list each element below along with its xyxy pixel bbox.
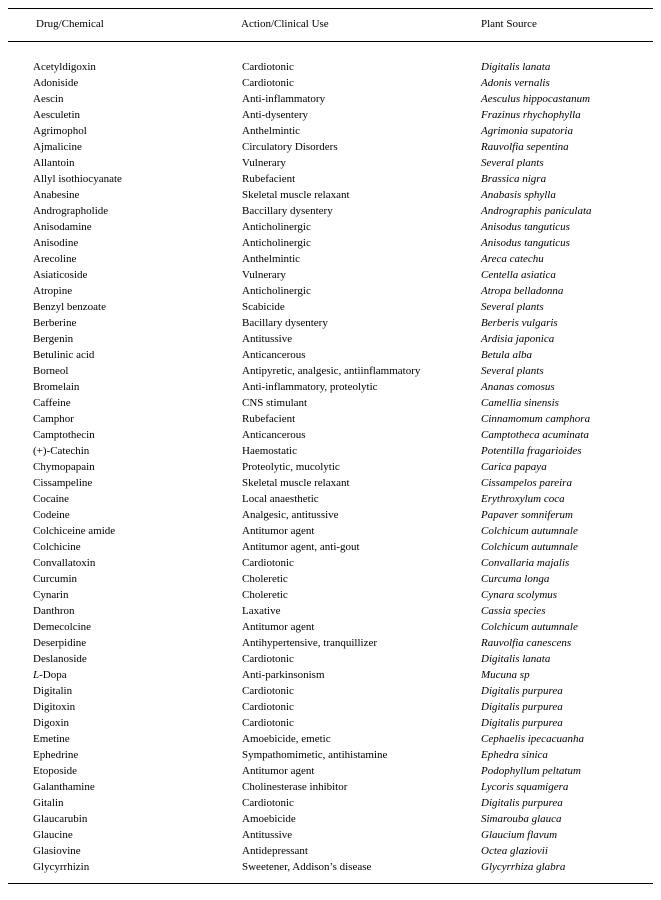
cell-plant-source: Rauvolfia canescens bbox=[481, 637, 572, 649]
cell-action-clinical-use: Amoebicide, emetic bbox=[242, 733, 331, 745]
cell-drug-chemical: Cissampeline bbox=[33, 477, 93, 489]
cell-drug-chemical: Convallatoxin bbox=[33, 557, 96, 569]
cell-plant-source: Glycyrrhiza glabra bbox=[481, 861, 566, 873]
table-row bbox=[0, 443, 661, 459]
cell-plant-source: Brassica nigra bbox=[481, 173, 547, 185]
cell-plant-source: Rauvolfia sepentina bbox=[481, 141, 569, 153]
table-row bbox=[0, 459, 661, 475]
cell-action-clinical-use: Rubefacient bbox=[242, 173, 296, 185]
cell-plant-source: Curcuma longa bbox=[481, 573, 550, 585]
table-bottom-rule bbox=[8, 883, 653, 884]
cell-action-clinical-use: Anti-inflammatory, proteolytic bbox=[242, 381, 378, 393]
table-row bbox=[0, 363, 661, 379]
cell-plant-source: Ardisia japonica bbox=[481, 333, 555, 345]
cell-drug-chemical: Ajmalicine bbox=[33, 141, 82, 153]
table-row bbox=[0, 763, 661, 779]
table-row bbox=[0, 235, 661, 251]
table-row bbox=[0, 747, 661, 763]
cell-action-clinical-use: Skeletal muscle relaxant bbox=[242, 477, 350, 489]
cell-drug-chemical: L-Dopa bbox=[33, 669, 67, 681]
cell-action-clinical-use: Cardiotonic bbox=[242, 797, 294, 809]
cell-plant-source: Centella asiatica bbox=[481, 269, 556, 281]
table-row bbox=[0, 139, 661, 155]
cell-drug-chemical: Atropine bbox=[33, 285, 73, 297]
cell-action-clinical-use: Cardiotonic bbox=[242, 701, 294, 713]
cell-drug-chemical: Andrographolide bbox=[33, 205, 109, 217]
cell-action-clinical-use: Antitumor agent bbox=[242, 621, 315, 633]
cell-drug-chemical: Digitalin bbox=[33, 685, 73, 697]
cell-plant-source: Podophyllum peltatum bbox=[481, 765, 581, 777]
table-row bbox=[0, 107, 661, 123]
cell-drug-chemical: Galanthamine bbox=[33, 781, 95, 793]
table-top-rule bbox=[8, 8, 653, 9]
cell-drug-chemical: Etoposide bbox=[33, 765, 77, 777]
table-body bbox=[0, 59, 661, 875]
cell-action-clinical-use: Baccillary dysentery bbox=[242, 205, 333, 217]
cell-plant-source: Ananas comosus bbox=[481, 381, 555, 393]
cell-plant-source: Several plants bbox=[481, 157, 544, 169]
table-row bbox=[0, 667, 661, 683]
table-row bbox=[0, 523, 661, 539]
cell-drug-chemical: Allyl isothiocyanate bbox=[33, 173, 122, 185]
cell-plant-source: Aesculus hippocastanum bbox=[481, 93, 591, 105]
cell-drug-chemical: Camptothecin bbox=[33, 429, 95, 441]
cell-drug-chemical: Cynarin bbox=[33, 589, 69, 601]
cell-drug-chemical: Deslanoside bbox=[33, 653, 87, 665]
cell-drug-chemical: Berberine bbox=[33, 317, 77, 329]
cell-plant-source: Colchicum autumnale bbox=[481, 525, 578, 537]
table-row bbox=[0, 315, 661, 331]
cell-action-clinical-use: Choleretic bbox=[242, 589, 288, 601]
cell-plant-source: Betula alba bbox=[481, 349, 533, 361]
cell-action-clinical-use: Vulnerary bbox=[242, 157, 286, 169]
cell-action-clinical-use: Circulatory Disorders bbox=[242, 141, 338, 153]
table-row bbox=[0, 299, 661, 315]
cell-action-clinical-use: Anticholinergic bbox=[242, 285, 311, 297]
cell-plant-source: Cassia species bbox=[481, 605, 546, 617]
cell-plant-source: Digitalis lanata bbox=[481, 61, 551, 73]
cell-action-clinical-use: Skeletal muscle relaxant bbox=[242, 189, 350, 201]
table-row bbox=[0, 75, 661, 91]
cell-action-clinical-use: Haemostatic bbox=[242, 445, 297, 457]
table-row bbox=[0, 619, 661, 635]
cell-plant-source: Glaucium flavum bbox=[481, 829, 558, 841]
cell-action-clinical-use: Antitussive bbox=[242, 829, 293, 841]
cell-drug-chemical: Acetyldigoxin bbox=[33, 61, 96, 73]
cell-action-clinical-use: CNS stimulant bbox=[242, 397, 308, 409]
cell-drug-chemical: Danthron bbox=[33, 605, 75, 617]
cell-drug-chemical: Anisodamine bbox=[33, 221, 92, 233]
table-row bbox=[0, 859, 661, 875]
cell-plant-source: Cinnamomum camphora bbox=[481, 413, 591, 425]
cell-plant-source: Colchicum autumnale bbox=[481, 541, 578, 553]
cell-plant-source: Octea glaziovii bbox=[481, 845, 548, 857]
cell-plant-source: Several plants bbox=[481, 301, 544, 313]
table-row bbox=[0, 843, 661, 859]
cell-action-clinical-use: Cardiotonic bbox=[242, 653, 294, 665]
cell-drug-chemical: Bergenin bbox=[33, 333, 74, 345]
cell-drug-chemical: Aesculetin bbox=[33, 109, 81, 121]
table-row bbox=[0, 427, 661, 443]
cell-plant-source: Potentilla fragarioides bbox=[481, 445, 582, 457]
table-row bbox=[0, 635, 661, 651]
table-row bbox=[0, 779, 661, 795]
cell-drug-chemical: Glaucarubin bbox=[33, 813, 88, 825]
header-plant-source: Plant Source bbox=[481, 18, 537, 30]
table-row bbox=[0, 347, 661, 363]
cell-action-clinical-use: Antipyretic, analgesic, antiinflammatory bbox=[242, 365, 421, 377]
table-row bbox=[0, 219, 661, 235]
table-row bbox=[0, 491, 661, 507]
cell-action-clinical-use: Antitumor agent, anti-gout bbox=[242, 541, 360, 553]
table-row bbox=[0, 91, 661, 107]
cell-action-clinical-use: Cardiotonic bbox=[242, 77, 294, 89]
cell-plant-source: Digitalis purpurea bbox=[481, 797, 563, 809]
table-row bbox=[0, 379, 661, 395]
cell-action-clinical-use: Anthelmintic bbox=[242, 253, 301, 265]
table-row bbox=[0, 475, 661, 491]
cell-plant-source: Anisodus tanguticus bbox=[481, 237, 570, 249]
cell-drug-chemical: Allantoin bbox=[33, 157, 75, 169]
table-row bbox=[0, 171, 661, 187]
cell-plant-source: Anisodus tanguticus bbox=[481, 221, 570, 233]
cell-plant-source: Convallaria majalis bbox=[481, 557, 570, 569]
table-row bbox=[0, 699, 661, 715]
cell-drug-chemical: Borneol bbox=[33, 365, 69, 377]
table-row bbox=[0, 795, 661, 811]
cell-drug-chemical: Benzyl benzoate bbox=[33, 301, 106, 313]
cell-drug-chemical: Chymopapain bbox=[33, 461, 95, 473]
table-row bbox=[0, 331, 661, 347]
cell-plant-source: Simarouba glauca bbox=[481, 813, 562, 825]
table-row bbox=[0, 827, 661, 843]
header-action-clinical-use: Action/Clinical Use bbox=[241, 18, 329, 30]
cell-drug-chemical: Adoniside bbox=[33, 77, 79, 89]
cell-drug-chemical: Codeine bbox=[33, 509, 70, 521]
cell-plant-source: Cissampelos pareira bbox=[481, 477, 572, 489]
table-row bbox=[0, 187, 661, 203]
table-row bbox=[0, 395, 661, 411]
cell-drug-chemical: Agrimophol bbox=[33, 125, 87, 137]
cell-action-clinical-use: Laxative bbox=[242, 605, 281, 617]
cell-action-clinical-use: Proteolytic, mucolytic bbox=[242, 461, 340, 473]
cell-drug-chemical: Cocaine bbox=[33, 493, 70, 505]
cell-action-clinical-use: Antitussive bbox=[242, 333, 293, 345]
table-row bbox=[0, 267, 661, 283]
cell-plant-source: Frazinus rhychophylla bbox=[481, 109, 581, 121]
table-row bbox=[0, 811, 661, 827]
cell-plant-source: Adonis vernalis bbox=[481, 77, 550, 89]
cell-action-clinical-use: Scabicide bbox=[242, 301, 285, 313]
table-row bbox=[0, 203, 661, 219]
table-header-rule bbox=[8, 41, 653, 42]
cell-drug-chemical: Arecoline bbox=[33, 253, 77, 265]
cell-action-clinical-use: Cholinesterase inhibitor bbox=[242, 781, 348, 793]
table-row bbox=[0, 571, 661, 587]
table-row bbox=[0, 251, 661, 267]
cell-plant-source: Lycoris squamigera bbox=[481, 781, 569, 793]
cell-drug-chemical: (+)-Catechin bbox=[33, 445, 90, 457]
cell-plant-source: Carica papaya bbox=[481, 461, 547, 473]
cell-drug-chemical: Glycyrrhizin bbox=[33, 861, 90, 873]
cell-action-clinical-use: Sympathomimetic, antihistamine bbox=[242, 749, 388, 761]
cell-drug-chemical: Asiaticoside bbox=[33, 269, 88, 281]
cell-action-clinical-use: Anti-inflammatory bbox=[242, 93, 326, 105]
cell-action-clinical-use: Cardiotonic bbox=[242, 685, 294, 697]
cell-plant-source: Andrographis paniculata bbox=[481, 205, 592, 217]
cell-plant-source: Cephaelis ipecacuanha bbox=[481, 733, 584, 745]
cell-action-clinical-use: Antitumor agent bbox=[242, 765, 315, 777]
cell-action-clinical-use: Rubefacient bbox=[242, 413, 296, 425]
cell-drug-chemical: Camphor bbox=[33, 413, 74, 425]
cell-action-clinical-use: Antitumor agent bbox=[242, 525, 315, 537]
cell-action-clinical-use: Sweetener, Addison’s disease bbox=[242, 861, 372, 873]
table-row bbox=[0, 731, 661, 747]
cell-plant-source: Ephedra sinica bbox=[481, 749, 548, 761]
cell-drug-chemical: Ephedrine bbox=[33, 749, 79, 761]
cell-plant-source: Berberis vulgaris bbox=[481, 317, 558, 329]
cell-plant-source: Colchicum autumnale bbox=[481, 621, 578, 633]
table-row bbox=[0, 715, 661, 731]
cell-action-clinical-use: Cardiotonic bbox=[242, 717, 294, 729]
table-row bbox=[0, 507, 661, 523]
cell-action-clinical-use: Antidepressant bbox=[242, 845, 308, 857]
cell-action-clinical-use: Bacillary dysentery bbox=[242, 317, 328, 329]
cell-drug-chemical: Demecolcine bbox=[33, 621, 92, 633]
cell-plant-source: Agrimonia supatoria bbox=[481, 125, 573, 137]
cell-plant-source: Areca catechu bbox=[481, 253, 544, 265]
cell-plant-source: Mucuna sp bbox=[481, 669, 530, 681]
cell-action-clinical-use: Vulnerary bbox=[242, 269, 286, 281]
cell-plant-source: Anabasis sphylla bbox=[481, 189, 556, 201]
cell-drug-chemical: Curcumin bbox=[33, 573, 77, 585]
cell-drug-chemical: Colchicine bbox=[33, 541, 81, 553]
cell-action-clinical-use: Local anaesthetic bbox=[242, 493, 319, 505]
header-drug-chemical: Drug/Chemical bbox=[36, 18, 104, 30]
cell-plant-source: Digitalis lanata bbox=[481, 653, 551, 665]
cell-action-clinical-use: Anti-dysentery bbox=[242, 109, 308, 121]
cell-drug-chemical: Digitoxin bbox=[33, 701, 76, 713]
cell-action-clinical-use: Anthelmintic bbox=[242, 125, 301, 137]
table-row bbox=[0, 587, 661, 603]
cell-action-clinical-use: Anticholinergic bbox=[242, 237, 311, 249]
l-prefix: L bbox=[33, 669, 40, 681]
cell-plant-source: Digitalis purpurea bbox=[481, 701, 563, 713]
cell-drug-chemical: Colchiceine amide bbox=[33, 525, 116, 537]
cell-plant-source: Camellia sinensis bbox=[481, 397, 559, 409]
cell-drug-chemical: Deserpidine bbox=[33, 637, 87, 649]
cell-plant-source: Papaver somniferum bbox=[481, 509, 573, 521]
cell-plant-source: Cynara scolymus bbox=[481, 589, 558, 601]
cell-action-clinical-use: Amoebicide bbox=[242, 813, 296, 825]
cell-plant-source: Camptotheca acuminata bbox=[481, 429, 589, 441]
cell-drug-chemical: Emetine bbox=[33, 733, 70, 745]
cell-action-clinical-use: Choleretic bbox=[242, 573, 288, 585]
cell-plant-source: Atropa belladonna bbox=[481, 285, 564, 297]
cell-action-clinical-use: Analgesic, antitussive bbox=[242, 509, 339, 521]
table-row bbox=[0, 59, 661, 75]
table-row bbox=[0, 123, 661, 139]
cell-drug-chemical: Aescin bbox=[33, 93, 64, 105]
cell-action-clinical-use: Anti-parkinsonism bbox=[242, 669, 325, 681]
cell-plant-source: Digitalis purpurea bbox=[481, 685, 563, 697]
cell-action-clinical-use: Anticancerous bbox=[242, 349, 306, 361]
cell-drug-chemical: Betulinic acid bbox=[33, 349, 95, 361]
cell-drug-chemical: Anabesine bbox=[33, 189, 80, 201]
cell-action-clinical-use: Anticancerous bbox=[242, 429, 306, 441]
table-row bbox=[0, 683, 661, 699]
cell-drug-chemical: Digoxin bbox=[33, 717, 70, 729]
cell-plant-source: Erythroxylum coca bbox=[481, 493, 565, 505]
cell-drug-chemical: Gitalin bbox=[33, 797, 64, 809]
cell-drug-chemical: Caffeine bbox=[33, 397, 71, 409]
table-row bbox=[0, 651, 661, 667]
cell-plant-source: Several plants bbox=[481, 365, 544, 377]
table-row bbox=[0, 555, 661, 571]
table-row bbox=[0, 411, 661, 427]
table-row bbox=[0, 603, 661, 619]
table-row bbox=[0, 283, 661, 299]
cell-drug-chemical: Bromelain bbox=[33, 381, 80, 393]
cell-action-clinical-use: Cardiotonic bbox=[242, 61, 294, 73]
table-row bbox=[0, 155, 661, 171]
cell-drug-chemical: Glaucine bbox=[33, 829, 73, 841]
cell-drug-chemical: Anisodine bbox=[33, 237, 79, 249]
cell-plant-source: Digitalis purpurea bbox=[481, 717, 563, 729]
cell-action-clinical-use: Anticholinergic bbox=[242, 221, 311, 233]
cell-action-clinical-use: Cardiotonic bbox=[242, 557, 294, 569]
cell-action-clinical-use: Antihypertensive, tranquillizer bbox=[242, 637, 378, 649]
table-row bbox=[0, 539, 661, 555]
cell-drug-chemical: Glasiovine bbox=[33, 845, 81, 857]
